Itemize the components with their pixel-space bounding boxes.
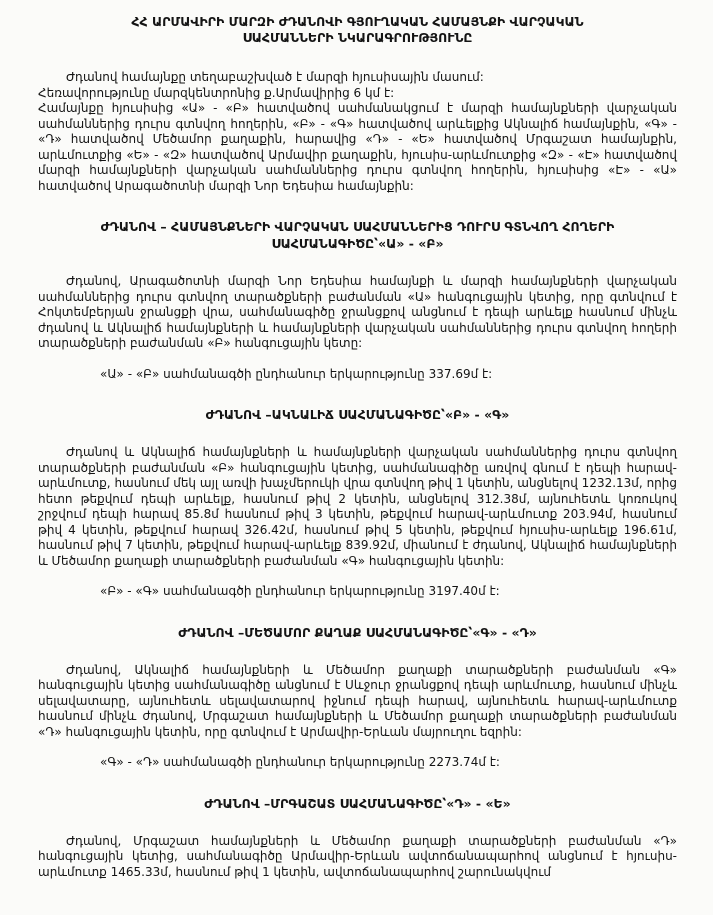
section-d-e-heading: ԺԴԱՆՈՎ –ՄՐԳԱՇԱՏ ՍԱՀՄԱՆԱԳԻԾԸ՝«Դ» - «Ե» [204, 795, 511, 811]
section-b-g-heading: ԺԴԱՆՈՎ –ԱԿՆԱԼԻՃ ՍԱՀՄԱՆԱԳԻԾԸ՝«Բ» - «Գ» [205, 407, 510, 422]
section-b-g [38, 406, 677, 600]
document-title [48, 14, 667, 46]
document-title-line-1: ՀՀ ԱՐՄԱՎԻՐԻ ՄԱՐԶԻ ԺԴԱՆՈՎԻ ԳՅՈՒՂԱԿԱՆ ՀԱՄԱՅՆՔԻ ՎԱՐՉԱԿԱՆ [131, 14, 584, 29]
section-a-b-heading: ԺԴԱՆՈՎ – ՀԱՄԱՅՆՔՆԵՐԻ ՎԱՐՉԱԿԱՆ ՍԱՀՄԱՆՆԵՐԻՑ ԴՈՒՐՍ ԳՏՆՎՈՂ ՀՈՂԵՐԻ ՍԱՀՄԱՆԱԳԻԾԸ՝«Ա» - «Բ» [100, 219, 615, 251]
section-d-e-body: Ժդանով, Մրգաշատ համայնքների և Մեծամոր քաղաքի տարածքների բաժանման «Դ» հանգուցային կետից, սահմանագիծը Արմավիր-Երևան ավտոճանապարհով անցնում է հյուսիս-արևմուտք 1465.33մ, հասնում թիվ 1 կետին, ավտոճանապարհով շարունակվում [38, 833, 677, 879]
intro-paragraph-borders: Համայնքը հյուսիսից «Ա» - «Բ» հատվածով սահմանակցում է մարզի համայնքների վարչական սահմաններից դուրս գտնվող հողերին, «Բ» - «Գ» հատվածով արևելքից Ակնալիճ համայնքին, «Գ» - «Դ» հատվածով Մեծամոր քաղաքին, հարավից «Դ» - «Ե» հատվածով Մրգաշատ համայնքին, արևմուտքից «Ե» - «Զ» հատվածով Արմավիր քաղաքին, հյուսիս-արևմուտքից «Զ» - «Է» հատվածով մարզի համայնքների վարչական սահմաններից դուրս գտնվող հողերին, հյուսիսից «Է» - «Ա» հատվածով Արագածոտնի մարզի Նոր Եդեսիա համայնքին: [38, 101, 677, 193]
section-a-b-length-note: «Ա» - «Բ» սահմանագծի ընդհանուր երկարությունը 337.69մ է: [100, 366, 493, 381]
section-g-d [38, 624, 677, 771]
section-d-e [38, 795, 677, 881]
intro-paragraph-location: Ժդանով համայնքը տեղաբաշխված է մարզի հյուսիսային մասում: [66, 70, 484, 84]
intro-block [38, 70, 677, 194]
intro-paragraph-distance: Հեռավորությունը մարզկենտրոնից ք.Արմավիրից 6 կմ է: [38, 85, 395, 100]
section-g-d-length-note: «Գ» - «Դ» սահմանագծի ընդհանուր երկարությունը 2273.74մ է: [100, 755, 500, 769]
section-a-b [38, 218, 677, 382]
section-a-b-body: Ժդանով, Արագածոտնի մարզի Նոր Եդեսիա համայնքի և մարզի համայնքների վարչական սահմաններից դուրս գտնվող տարածքների բաժանման «Ա» հանգուցային կետից, որը գտնվում է Հոկտեմբերյան ջրանցքի վրա, սահմանագիծը ջրանցքով անցնում է դեպի արևելք հասնում մինչև ժդանով և Ակնալիճ համայնքների և համայնքների վարչական սահմաններից դուրս գտնվող հողերի տարածքների բաժանման «Բ» հանգուցային կետը: [38, 274, 677, 350]
section-g-d-body: Ժդանով, Ակնալիճ համայնքների և Մեծամոր քաղաքի տարածքների բաժանման «Գ» հանգուցային կետից սահմանագիծը անցնում է Սևջուր ջրանցքով դեպի արևմուտք, հասնում մինչև սելավատարը, այնուհետև սելավատարով իջնում դեպի հարավ, այնուհետև հարավ-արևմուտք հասնում մինչև ժդանով, Մրգաշատ համայնքների և Մեծամոր քաղաքի տարածքների բաժանման «Դ» հանգուցային կետին, որը գտնվում է Արմավիր-Երևան մայրուղու եզրին: [38, 662, 677, 739]
document-title-line-2: ՍԱՀՄԱՆՆԵՐԻ ՆԿԱՐԱԳՐՈՒԹՅՈՒՆԸ [242, 30, 473, 45]
section-g-d-heading: ԺԴԱՆՈՎ –ՄԵԾԱՄՈՐ ՔԱՂԱՔ ՍԱՀՄԱՆԱԳԻԾԸ՝«Գ» - «Դ» [178, 624, 537, 640]
section-b-g-body: Ժդանով և Ակնալիճ համայնքների և համայնքների վարչական սահմաններից դուրս գտնվող տարածքների բաժանման «Բ» հանգուցային կետից, սահմանագիծը առվով գնում է դեպի հարավ-արևմուտք, հասնում մեկ այլ առվի խաչմերուկի վրա գտնվող թիվ 1 կետին, անցնելով 1232.13մ, որից հետո թեքվում դեպի արևելք, հասնում թիվ 2 կետին, անցնելով 312.38մ, այնուհետև կոռուկով շրջվում դեպի հարավ 85.8մ հասնում թիվ 3 կետին, թեքվում հարավ-արևմուտք 203.94մ, հասնում թիվ 4 կետին, թեքվում հարավ 326.42մ, հասնում թիվ 5 կետին, թեքվում հյուսիս-արևելք 196.61մ, հասնում թիվ 7 կետին, թեքվում հարավ-արևելք 839.92մ, միանում է ժդանով, Ակնալիճ համայնքների և Մեծամոր քաղաքի տարածքների բաժանման «Գ» հանգուցային կետին: [38, 445, 677, 568]
section-b-g-length-note: «Բ» - «Գ» սահմանագծի ընդհանուր երկարությունը 3197.40մ է: [100, 584, 500, 598]
